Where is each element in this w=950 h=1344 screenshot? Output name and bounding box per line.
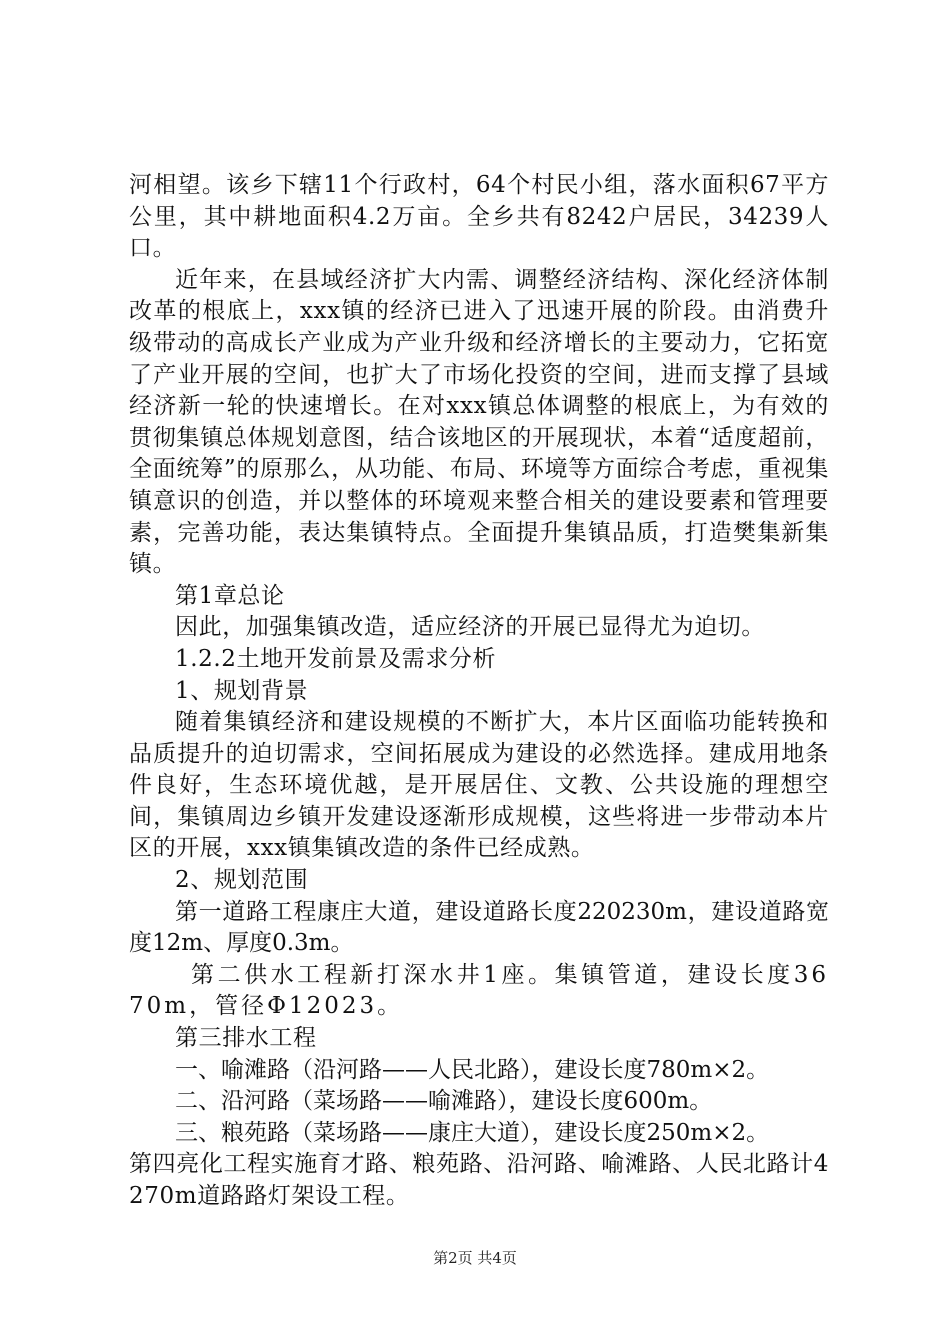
document-body	[129, 170, 829, 1213]
page-number-footer: 第2页 共4页	[433, 1249, 517, 1267]
paragraph-road-project: 第一道路工程康庄大道，建设道路长度220230m，建设道路宽度12m、厚度0.3m。	[129, 898, 829, 957]
subheading-planning-background: 1、规划背景	[175, 677, 309, 704]
paragraph-planning-background: 随着集镇经济和建设规模的不断扩大，本片区面临功能转换和品质提升的迫切需求，空间拓展成为建设的必然选择。建成用地条件良好，生态环境优越，是开展居住、文教、公共设施的理想空间，集镇周边乡镇开发建设逐渐形成规模，这些将进一步带动本片区的开展，xxx镇集镇改造的条件已经成熟。	[129, 709, 829, 862]
paragraph-economic-development: 近年来，在县域经济扩大内需、调整经济结构、深化经济体制改革的根底上，xxx镇的经济已进入了迅速开展的阶段。由消费升级带动的高成长产业成为产业升级和经济增长的主要动力，它拓宽了产业开展的空间，也扩大了市场化投资的空间，进而支撑了县域经济新一轮的快速增长。在对xxx镇总体调整的根底上，为有效的贯彻集镇总体规划意图，结合该地区的开展现状，本着“适度超前，全面统筹”的原那么，从功能、布局、环境等方面综合考虑，重视集镇意识的创造，并以整体的环境观来整合相关的建设要素和管理要素，完善功能，表达集镇特点。全面提升集镇品质，打造樊集新集镇。	[129, 266, 829, 578]
paragraph-water-supply: 第二供水工程新打深水井1座。集镇管道，建设长度3670m，管径Φ12023。	[129, 961, 829, 1020]
list-item-drainage-2: 二、沿河路（菜场路——喻滩路），建设长度600m。	[175, 1088, 713, 1115]
chapter-heading: 第1章总论	[175, 582, 285, 609]
section-heading-land-development: 1.2.2土地开发前景及需求分析	[175, 645, 497, 672]
list-item-drainage-3: 三、粮苑路（菜场路——康庄大道），建设长度250m×2。	[175, 1119, 770, 1146]
subheading-drainage: 第三排水工程	[175, 1025, 317, 1052]
paragraph-village-overview: 河相望。该乡下辖11个行政村，64个村民小组，落水面积67平方公里，其中耕地面积4.2万亩。全乡共有8242户居民，34239人口。	[129, 172, 829, 262]
paragraph-urgency: 因此，加强集镇改造，适应经济的开展已显得尤为迫切。	[175, 614, 765, 641]
list-item-drainage-1: 一、喻滩路（沿河路——人民北路），建设长度780m×2。	[175, 1056, 770, 1083]
subheading-planning-scope: 2、规划范围	[175, 867, 309, 894]
paragraph-lighting-project: 第四亮化工程实施育才路、粮苑路、沿河路、喻滩路、人民北路计4270m道路路灯架设工程。	[129, 1151, 829, 1209]
